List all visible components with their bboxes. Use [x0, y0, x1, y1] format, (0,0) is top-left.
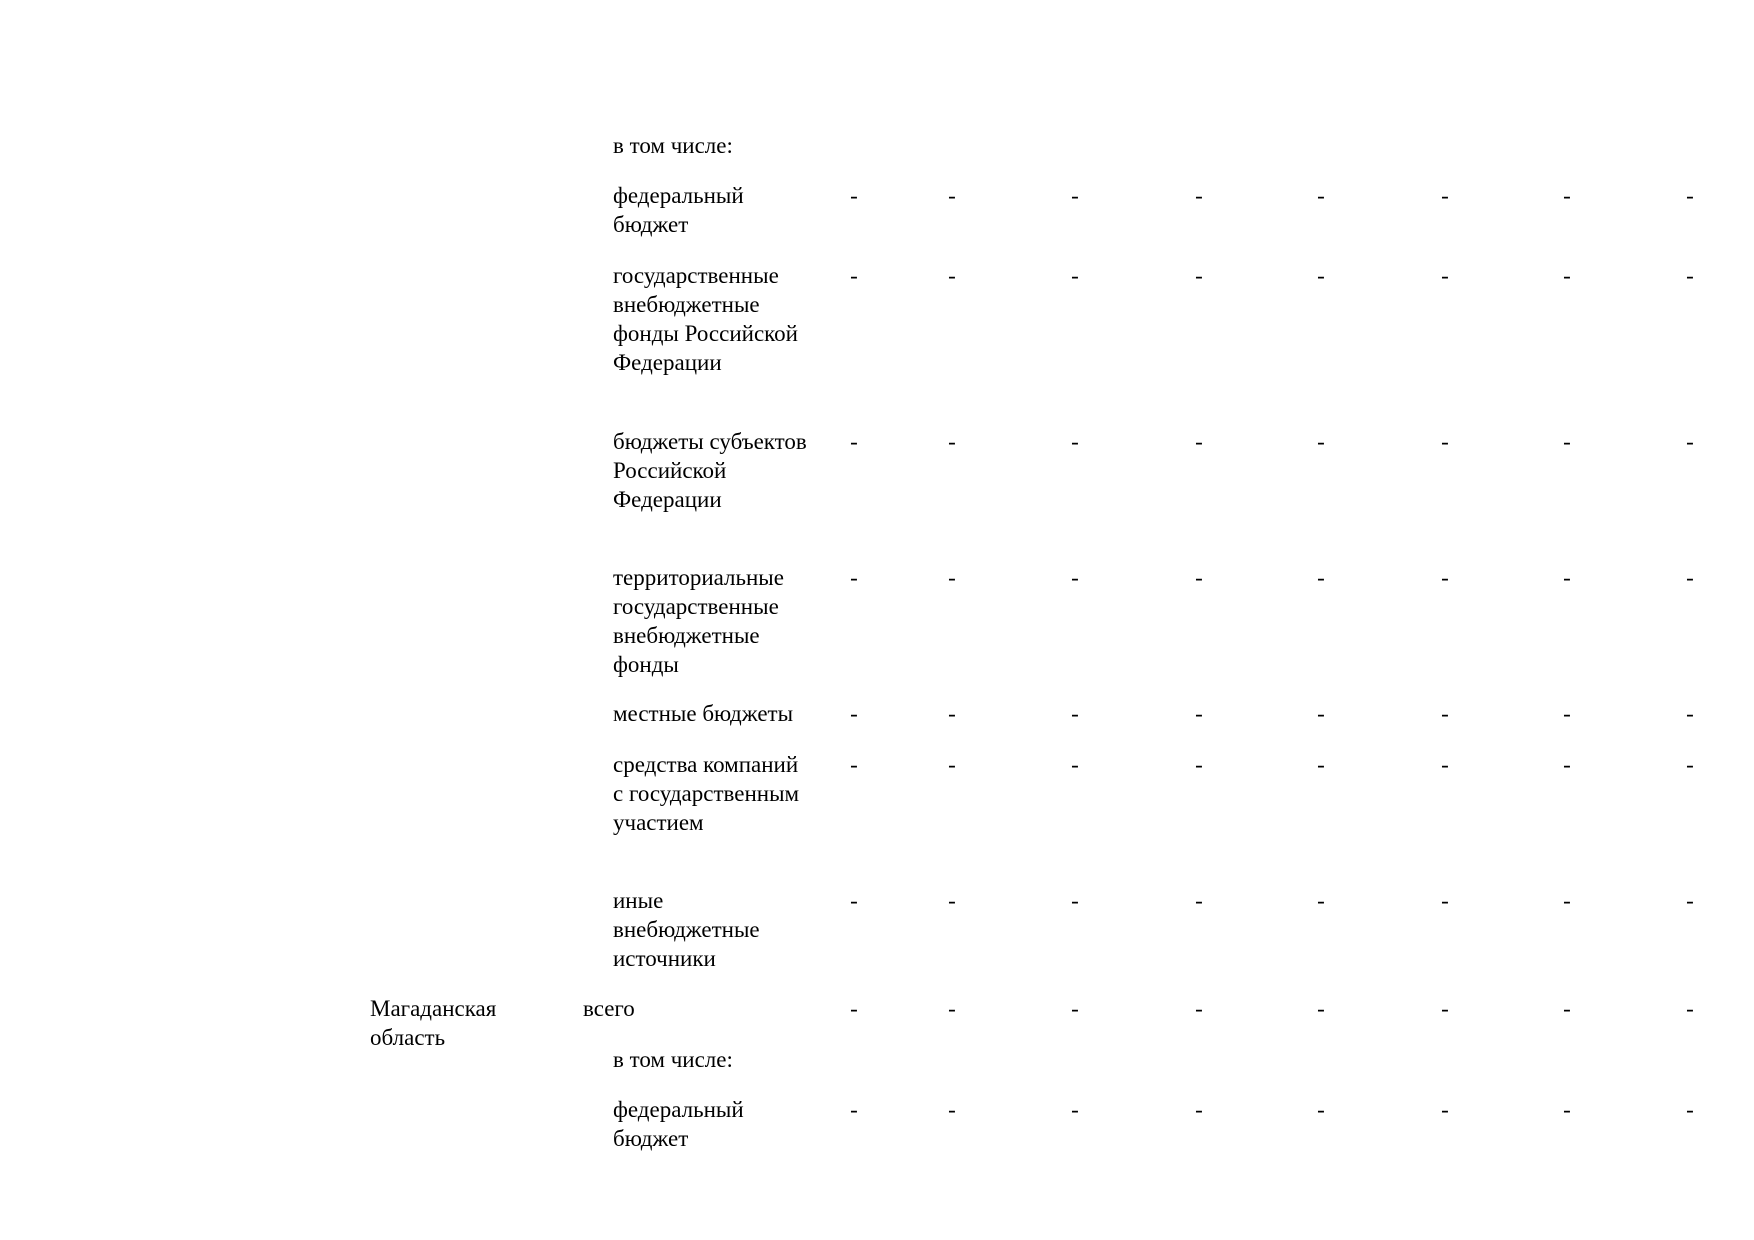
value-cell: -	[1195, 429, 1203, 454]
value-cell: -	[1071, 996, 1079, 1021]
value-cell: -	[1317, 888, 1325, 913]
value-cell: -	[1686, 565, 1694, 590]
value-cell: -	[1441, 263, 1449, 288]
funding-source-label: средства компаний с государственным участием	[613, 752, 800, 835]
value-cell: -	[1195, 701, 1203, 726]
value-cell: -	[1195, 996, 1203, 1021]
value-cell: -	[1195, 888, 1203, 913]
value-cell: -	[1441, 701, 1449, 726]
value-cell: -	[850, 752, 858, 777]
value-cell: -	[1686, 888, 1694, 913]
value-cell: -	[1563, 996, 1571, 1021]
value-cell: -	[1686, 183, 1694, 208]
value-cell: -	[1686, 752, 1694, 777]
value-cell: -	[1441, 183, 1449, 208]
value-cell: -	[1071, 1097, 1079, 1122]
value-cell: -	[850, 1097, 858, 1122]
value-cell: -	[1563, 701, 1571, 726]
value-cell: -	[1071, 183, 1079, 208]
value-cell: -	[1563, 263, 1571, 288]
value-cell: -	[1317, 752, 1325, 777]
value-cell: -	[1563, 1097, 1571, 1122]
value-cell: -	[850, 429, 858, 454]
value-cell: -	[1441, 752, 1449, 777]
value-cell: -	[1071, 701, 1079, 726]
value-cell: -	[850, 565, 858, 590]
value-cell: -	[850, 701, 858, 726]
value-cell: -	[1317, 263, 1325, 288]
funding-source-label: в том числе:	[613, 1047, 733, 1072]
value-cell: -	[1441, 429, 1449, 454]
value-cell: -	[1317, 429, 1325, 454]
value-cell: -	[1071, 888, 1079, 913]
value-cell: -	[1686, 429, 1694, 454]
value-cell: -	[1317, 1097, 1325, 1122]
value-cell: -	[1317, 996, 1325, 1021]
funding-source-label: бюджеты субъектов Российской Федерации	[613, 429, 807, 512]
value-cell: -	[1317, 701, 1325, 726]
value-cell: -	[948, 183, 956, 208]
value-cell: -	[948, 429, 956, 454]
value-cell: -	[1686, 996, 1694, 1021]
funding-source-label: территориальные государственные внебюджетные фонды	[613, 565, 784, 677]
value-cell: -	[1686, 701, 1694, 726]
value-cell: -	[850, 996, 858, 1021]
value-cell: -	[948, 1097, 956, 1122]
value-cell: -	[1563, 429, 1571, 454]
value-cell: -	[1195, 752, 1203, 777]
value-cell: -	[1195, 183, 1203, 208]
value-cell: -	[850, 888, 858, 913]
value-cell: -	[1686, 1097, 1694, 1122]
value-cell: -	[1563, 752, 1571, 777]
value-cell: -	[1563, 565, 1571, 590]
value-cell: -	[850, 183, 858, 208]
value-cell: -	[948, 701, 956, 726]
total-label: всего	[583, 996, 635, 1021]
value-cell: -	[1563, 888, 1571, 913]
funding-source-label: местные бюджеты	[613, 701, 794, 726]
value-cell: -	[1317, 183, 1325, 208]
value-cell: -	[1686, 263, 1694, 288]
value-cell: -	[948, 752, 956, 777]
region-name: Магаданская область	[370, 996, 497, 1050]
value-cell: -	[1071, 263, 1079, 288]
value-cell: -	[948, 888, 956, 913]
value-cell: -	[948, 996, 956, 1021]
value-cell: -	[1441, 565, 1449, 590]
funding-source-label: иные внебюджетные источники	[613, 888, 760, 971]
value-cell: -	[1195, 1097, 1203, 1122]
value-cell: -	[948, 565, 956, 590]
value-cell: -	[850, 263, 858, 288]
value-cell: -	[1441, 996, 1449, 1021]
value-cell: -	[1071, 429, 1079, 454]
funding-source-label: федеральный бюджет	[613, 183, 744, 237]
value-cell: -	[1195, 263, 1203, 288]
funding-source-label: федеральный бюджет	[613, 1097, 744, 1151]
value-cell: -	[1441, 888, 1449, 913]
value-cell: -	[1071, 752, 1079, 777]
funding-source-label: в том числе:	[613, 133, 733, 158]
value-cell: -	[1441, 1097, 1449, 1122]
value-cell: -	[1563, 183, 1571, 208]
value-cell: -	[1317, 565, 1325, 590]
funding-source-label: государственные внебюджетные фонды Российской Федерации	[613, 263, 798, 375]
value-cell: -	[1071, 565, 1079, 590]
value-cell: -	[948, 263, 956, 288]
value-cell: -	[1195, 565, 1203, 590]
